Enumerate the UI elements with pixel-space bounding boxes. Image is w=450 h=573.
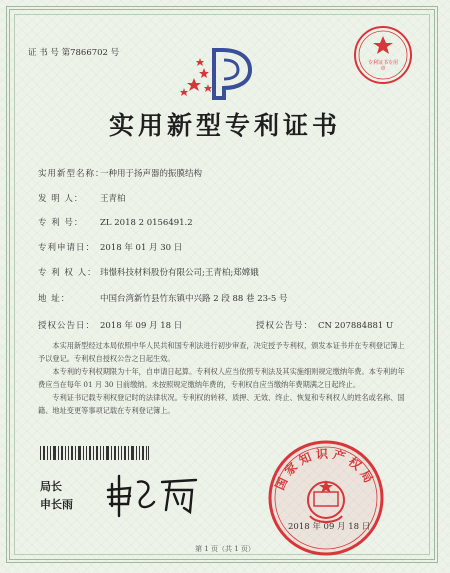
grant-date-value: 2018 年 09 月 18 日 — [100, 321, 183, 331]
name-value: 一种用于扬声器的振膜结构 — [100, 169, 203, 179]
barcode — [40, 445, 150, 459]
inventor-value: 王青柏 — [100, 194, 126, 204]
top-seal-text: 专利证书专用章 — [367, 60, 398, 72]
patentee-value: 玮憬科技材料股份有限公司;王青柏;郑嫦娥 — [100, 268, 259, 278]
seal-date: 2018 年 09 月 18 日 — [288, 522, 371, 532]
filing-date-label: 专利申请日： — [38, 243, 96, 253]
grant-date-label: 授权公告日： — [38, 321, 96, 331]
seal-ring-text: 国家知识产权局 — [272, 446, 378, 493]
body-paragraph-2: 本专利的专利权期限为十年，自申请日起算。专利权人应当依照专利法及其实施细则规定缴纳年费。本专利的年费应当在每年 01 月 30 日前缴纳。未按照规定缴纳年费的，专利权自应当缴纳年费期满之日起终止。 — [38, 367, 405, 389]
body-paragraph-3: 专利证书记载专利权登记时的法律状况。专利权的转移、质押、无效、终止、恢复和专利权人的姓名或名称、国籍、地址变更等事项记载在专利登记簿上。 — [38, 393, 405, 415]
certificate-body — [38, 340, 410, 417]
top-seal — [352, 24, 414, 86]
grant-no-label: 授权公告号： — [256, 321, 314, 331]
grant-no-value: CN 207884881 U — [318, 321, 394, 331]
patent-no-label: 专 利 号： — [38, 218, 84, 228]
address-value: 中国台湾新竹县竹东镇中兴路 2 段 88 巷 23-5 号 — [100, 294, 288, 304]
director-title: 局长 — [40, 480, 62, 493]
bureau-seal — [264, 436, 388, 560]
inventor-label: 发 明 人： — [38, 194, 84, 204]
name-label: 实用新型名称： — [38, 169, 105, 179]
patent-no-value: ZL 2018 2 0156491.2 — [100, 218, 193, 228]
filing-date-value: 2018 年 01 月 30 日 — [100, 243, 183, 253]
handwritten-signature — [104, 470, 204, 520]
director-name: 申长雨 — [40, 498, 73, 511]
certificate-number: 证 书 号 第7866702 号 — [28, 48, 120, 58]
body-paragraph-1: 本实用新型经过本局依照中华人民共和国专利法进行初步审查，决定授予专利权，颁发本证书并在专利登记簿上予以登记。专利权自授权公告之日起生效。 — [38, 341, 405, 363]
address-label: 地 址： — [38, 294, 71, 304]
certificate-title: 实用新型专利证书 — [108, 111, 341, 140]
patent-office-logo — [178, 44, 268, 102]
patentee-label: 专 利 权 人： — [38, 268, 97, 278]
page-footer: 第 1 页（共 1 页） — [195, 545, 255, 553]
